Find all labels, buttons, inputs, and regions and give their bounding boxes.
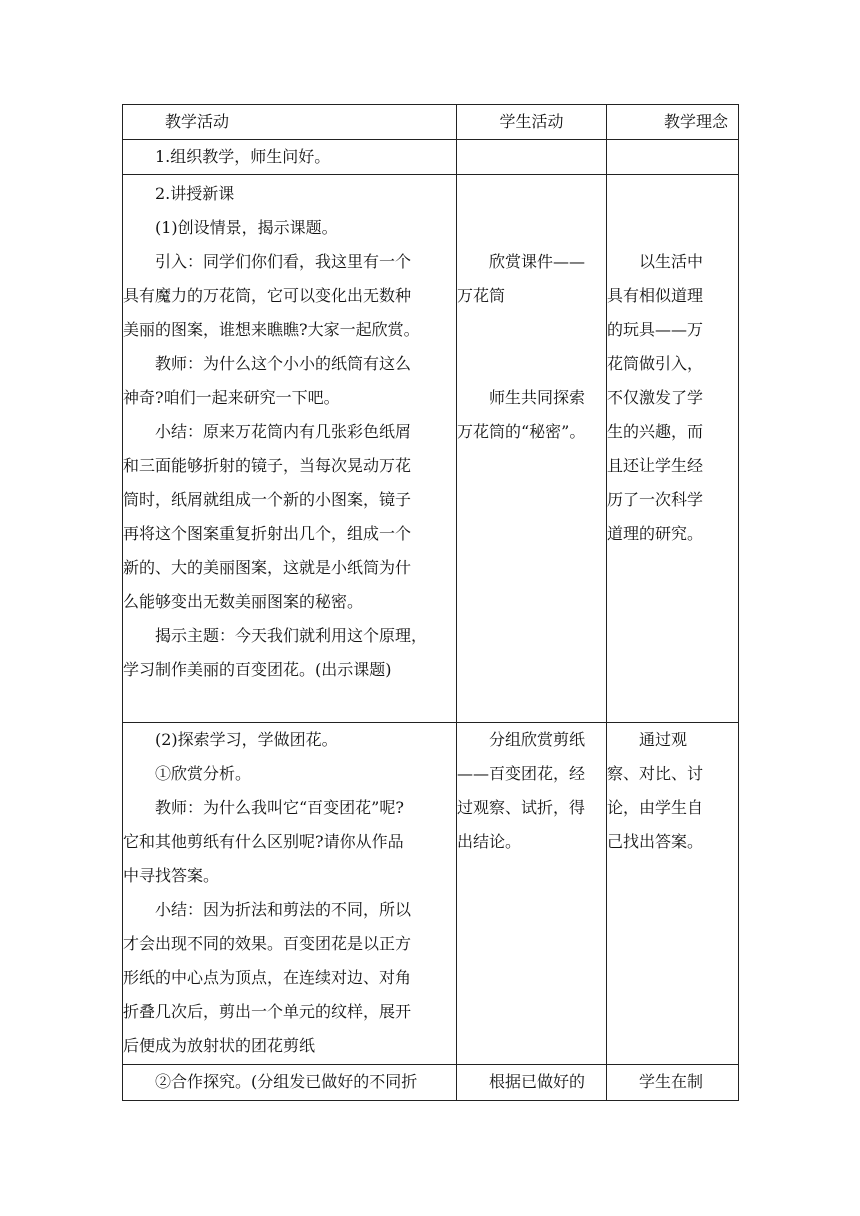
cell-line: 学习制作美丽的百变团花。(出示课题) — [123, 660, 392, 679]
cell-line: 再将这个图案重复折射出几个，组成一个 — [123, 524, 412, 543]
cell-line: 以生活中 — [639, 252, 704, 271]
cell-line: 引入：同学们你们看，我这里有一个 — [155, 252, 412, 271]
cell-line: 万花筒 — [457, 286, 506, 305]
cell-line: 小结：原来万花筒内有几张彩色纸屑 — [155, 422, 412, 441]
cell-line — [457, 347, 606, 381]
cell-line: 具有相似道理 — [607, 286, 704, 305]
table-row-explore — [123, 723, 739, 1065]
cell-line: 揭示主题：今天我们就利用这个原理， — [155, 626, 428, 645]
cell-line: 教师：为什么这个小小的纸筒有这么 — [155, 354, 412, 373]
row1-student-cell — [457, 140, 607, 175]
cell-line: 万花筒的“秘密”。 — [457, 422, 586, 441]
cell-line: 且还让学生经 — [607, 456, 704, 475]
header-student-activity: 学生活动 — [457, 105, 607, 140]
row1-concept-cell — [607, 140, 739, 175]
cell-line: ①欣赏分析。 — [155, 764, 252, 783]
cell-line: 分组欣赏剪纸 — [489, 730, 586, 749]
cell-line: 不仅激发了学 — [607, 388, 704, 407]
cell-line: 论，由学生自 — [607, 798, 704, 817]
row3-teaching-cell — [123, 723, 457, 1065]
cell-line: 形纸的中心点为顶点，在连续对边、对角 — [123, 968, 412, 987]
row2-teaching-cell — [123, 175, 457, 723]
table-row-cooperate — [123, 1065, 739, 1101]
cell-line: 出结论。 — [457, 832, 522, 851]
row1-teaching-cell — [123, 140, 457, 175]
cell-line: 历了一次科学 — [607, 490, 704, 509]
cell-line: (1)创设情景，揭示课题。 — [155, 218, 338, 237]
header-teaching-concept: 教学理念 — [607, 105, 739, 140]
cell-line: ②合作探究。(分组发已做好的不同折 — [155, 1072, 418, 1091]
cell-line: 具有魔力的万花筒，它可以变化出无数种 — [123, 286, 412, 305]
cell-line: 师生共同探索 — [489, 388, 586, 407]
row3-concept-cell — [607, 723, 739, 1065]
cell-line: 2.讲授新课 — [155, 184, 235, 203]
row3-student-cell — [457, 723, 607, 1065]
cell-line: 生的兴趣，而 — [607, 422, 704, 441]
cell-line: 和三面能够折射的镜子，当每次晃动万花 — [123, 456, 412, 475]
cell-line: 折叠几次后，剪出一个单元的纹样，展开 — [123, 1002, 412, 1021]
lesson-plan-table — [122, 104, 739, 1101]
cell-line: 1.组织教学，师生问好。 — [155, 147, 331, 166]
cell-line: 小结：因为折法和剪法的不同，所以 — [155, 900, 412, 919]
cell-line: 么能够变出无数美丽图案的秘密。 — [123, 592, 364, 611]
cell-line: 己找出答案。 — [607, 832, 704, 851]
cell-line: 筒时，纸屑就组成一个新的小图案，镜子 — [123, 490, 412, 509]
cell-line: 神奇?咱们一起来研究一下吧。 — [123, 388, 340, 407]
cell-line: 的玩具——万 — [607, 320, 704, 339]
cell-line — [457, 313, 606, 347]
cell-line: 花筒做引入， — [607, 354, 704, 373]
row4-concept-cell — [607, 1065, 739, 1101]
row4-teaching-cell — [123, 1065, 457, 1101]
cell-line: 欣赏课件—— — [489, 252, 586, 271]
cell-line: 过观察、试折，得 — [457, 798, 586, 817]
cell-line: 察、对比、讨 — [607, 764, 704, 783]
header-teaching-activity: 教学活动 — [123, 105, 457, 140]
cell-line: 学生在制 — [639, 1072, 704, 1091]
table-row-new-lesson — [123, 175, 739, 723]
cell-line: 新的、大的美丽图案，这就是小纸筒为什 — [123, 558, 412, 577]
cell-line: 它和其他剪纸有什么区别呢?请你从作品 — [123, 832, 404, 851]
cell-line: 中寻找答案。 — [123, 866, 220, 885]
cell-line: (2)探索学习，学做团花。 — [155, 730, 338, 749]
cell-line: 教师：为什么我叫它“百变团花”呢? — [155, 798, 404, 817]
table-header-row — [123, 105, 739, 140]
cell-line: 通过观 — [639, 730, 688, 749]
row4-student-cell — [457, 1065, 607, 1101]
cell-line: 道理的研究。 — [607, 524, 704, 543]
cell-line: 才会出现不同的效果。百变团花是以正方 — [123, 934, 412, 953]
cell-line: 美丽的图案，谁想来瞧瞧?大家一起欣赏。 — [123, 320, 420, 339]
cell-line: 根据已做好的 — [489, 1072, 586, 1091]
row2-concept-cell — [607, 175, 739, 723]
cell-line: 后便成为放射状的团花剪纸 — [123, 1036, 316, 1055]
table-row-organize — [123, 140, 739, 175]
row2-student-cell — [457, 175, 607, 723]
cell-line: ——百变团花，经 — [457, 764, 586, 783]
